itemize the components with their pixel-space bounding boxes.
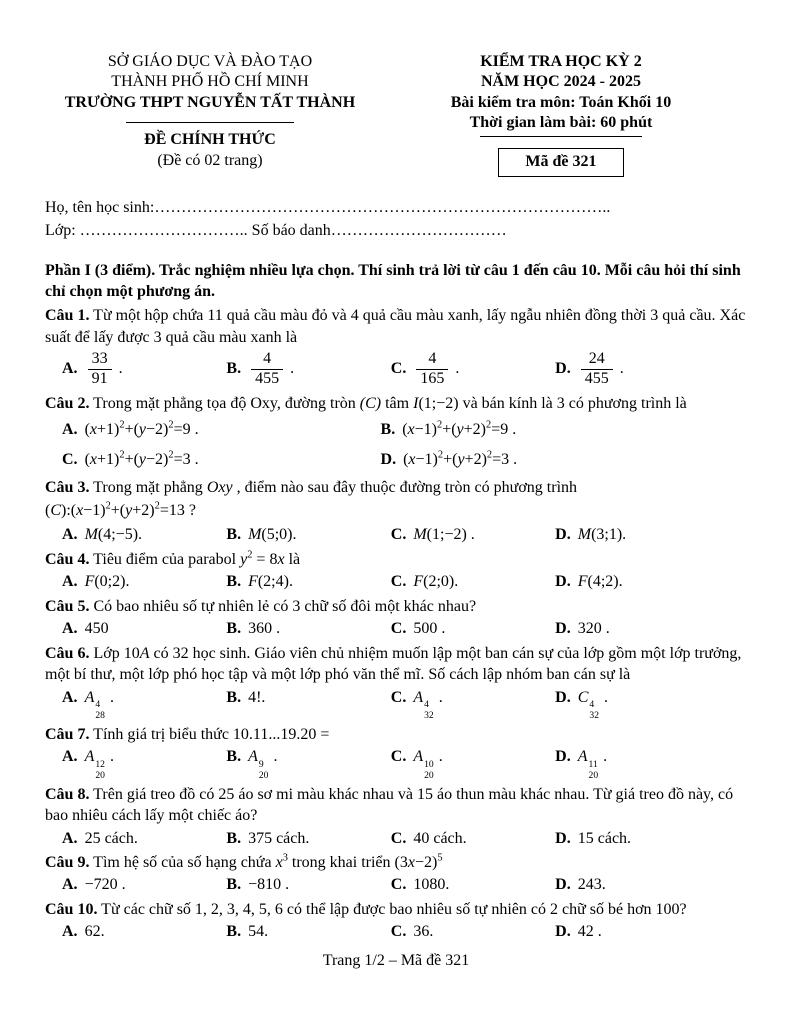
question-text (45, 899, 747, 920)
option-value: 360 . (248, 620, 281, 638)
option-c (391, 618, 555, 639)
option-c (391, 349, 555, 390)
option-a (62, 349, 226, 390)
question-label: Câu 9. (45, 853, 90, 871)
school-block (45, 52, 375, 177)
option-value: $\frac{4}{165}$ . (413, 360, 459, 377)
question-label: Câu 1. (45, 307, 90, 325)
question (45, 477, 747, 546)
sup-sub: 12 20 (95, 758, 105, 781)
question (45, 852, 747, 896)
option-value: $\frac{33}{91}$ . (85, 360, 123, 377)
options-row (45, 415, 747, 474)
question-label: Câu 5. (45, 597, 90, 615)
option-d (555, 349, 747, 390)
question-statement: Lớp 10A có 32 học sinh. Giáo viên chủ nhiệm muốn lập một ban cán sự của lớp gồm một lớp trưởng, một bí thư, một lớp phó học tập và một lớp phó văn thể mĩ. Số cách lập nhóm ban cán sự là (45, 644, 742, 684)
question (45, 549, 747, 593)
option-b (381, 415, 747, 444)
option-c (62, 445, 381, 474)
option-value: $(x+1)^2+(y-2)^2=9$ . (84, 420, 199, 439)
options-row (45, 874, 747, 895)
option-label: A. (62, 923, 78, 941)
header-divider-right (480, 136, 642, 137)
option-b (226, 921, 390, 942)
option-label: B. (226, 360, 242, 378)
option-label: D. (555, 620, 571, 638)
option-d (555, 524, 747, 545)
option-label: A. (62, 526, 78, 544)
question-statement: Từ các chữ số 1, 2, 3, 4, 5, 6 có thể lập được bao nhiêu số tự nhiên có 2 chữ số bé hơn 100? (101, 900, 687, 918)
option-label: B. (226, 923, 242, 941)
option-value: A 4 28 . (84, 688, 114, 721)
option-value: A 9 20 . (248, 748, 278, 781)
student-class-line: Lớp: ………………………….. Số báo danh…………………………… (45, 222, 507, 240)
sup-sub: 4 28 (95, 698, 105, 721)
question-text (45, 549, 747, 570)
question (45, 784, 747, 849)
question-text (45, 305, 747, 348)
option-value: 320 . (577, 620, 610, 638)
option-label: B. (380, 421, 396, 439)
option-label: D. (380, 450, 397, 468)
option-b (226, 828, 390, 849)
fraction: $\frac{4}{455}$ (251, 350, 283, 389)
options-row (45, 828, 747, 849)
exam-code-box: Mã đề 321 (498, 148, 623, 177)
option-b (226, 349, 390, 390)
option-label: B. (226, 876, 242, 894)
option-value: M(5;0). (248, 526, 297, 544)
option-value: F(2;0). (413, 573, 459, 591)
option-c (391, 746, 555, 780)
question (45, 393, 747, 474)
option-c (391, 687, 555, 721)
option-d (555, 921, 747, 942)
question-text (45, 393, 747, 414)
option-label: D. (555, 526, 571, 544)
question-statement: Tính giá trị biểu thức 10.11...19.20 = (93, 725, 330, 743)
sup-sub: 9 20 (258, 758, 269, 781)
question-label: Câu 10. (45, 900, 98, 918)
option-value: 25 cách. (84, 829, 138, 847)
option-label: D. (555, 688, 571, 706)
question-label: Câu 8. (45, 785, 90, 803)
question-label: Câu 2. (45, 394, 90, 412)
option-label: D. (555, 573, 571, 591)
options-row (45, 746, 747, 780)
option-value: M(3;1). (577, 526, 627, 544)
option-b (226, 746, 390, 780)
option-label: A. (62, 748, 78, 766)
sup-sub: 4 32 (424, 698, 434, 721)
question (45, 724, 747, 781)
option-label: A. (62, 876, 78, 894)
questions-container (45, 305, 747, 942)
option-value: $(x-1)^2+(y+2)^2=9$ . (402, 420, 517, 439)
option-label: A. (62, 620, 78, 638)
question-statement: Trong mặt phẳng tọa độ Oxy, đường tròn (C) tâm I(1;−2) và bán kính là 3 có phương trình là (93, 394, 687, 412)
option-b (226, 618, 390, 639)
option-value: 15 cách. (577, 829, 632, 847)
option-value: −810 . (248, 876, 290, 894)
school-name: TRƯỜNG THPT NGUYỄN TẤT THÀNH (64, 93, 356, 111)
question-label: Câu 3. (45, 479, 90, 497)
option-value: 1080. (413, 876, 450, 894)
question (45, 899, 747, 943)
options-row (45, 524, 747, 545)
option-value: 54. (248, 923, 269, 941)
option-d (555, 828, 747, 849)
option-label: B. (226, 573, 242, 591)
question-text (45, 643, 747, 686)
option-label: A. (62, 688, 78, 706)
option-label: C. (62, 450, 78, 468)
options-row (45, 687, 747, 721)
fraction: $\frac{24}{455}$ (581, 350, 613, 389)
question (45, 643, 747, 721)
option-a (62, 415, 381, 444)
question-label: Câu 6. (45, 644, 90, 662)
option-value: M(1;−2) . (413, 526, 475, 544)
option-label: D. (555, 829, 571, 847)
question-equation: $(C):(x-1)^2+(y+2)^2=13$ ? (45, 500, 196, 519)
question-text (45, 724, 747, 745)
option-value: A 11 20 . (577, 748, 608, 781)
question-text (45, 477, 747, 498)
options-row (45, 349, 747, 390)
option-label: B. (226, 688, 242, 706)
option-value: A 12 20 . (84, 748, 114, 781)
exam-title: KIỂM TRA HỌC KỲ 2 (480, 53, 642, 70)
option-c (391, 828, 555, 849)
option-c (391, 571, 555, 592)
option-a (62, 828, 226, 849)
option-value: F(4;2). (577, 573, 623, 591)
page-footer: Trang 1/2 – Mã đề 321 (322, 952, 470, 969)
question (45, 596, 747, 640)
section-heading: Phần I (3 điểm). Trắc nghiệm nhiều lựa chọn. Thí sinh trả lời từ câu 1 đến câu 10. Mỗi câu hỏi thí sinh chỉ chọn một phương án. (45, 261, 741, 301)
exam-info-block (375, 52, 747, 177)
option-value: F(2;4). (248, 573, 293, 591)
subject-line: Bài kiểm tra môn: Toán Khối 10 (450, 93, 672, 111)
question-statement: Từ một hộp chứa 11 quả cầu màu đỏ và 4 quả cầu màu xanh, lấy ngẫu nhiên đồng thời 3 quả cầu. Xác suất để lấy được 3 quả cầu màu xanh là (45, 307, 746, 346)
student-name-line: Họ, tên học sinh:………………………………………………………………………….. (45, 199, 611, 217)
option-label: B. (226, 620, 242, 638)
option-value: 4!. (248, 688, 266, 706)
option-label: A. (62, 829, 78, 847)
option-label: C. (390, 526, 407, 544)
option-d (555, 687, 747, 721)
option-label: C. (390, 688, 407, 706)
option-value: 500 . (413, 620, 446, 638)
city-name: THÀNH PHỐ HỒ CHÍ MINH (111, 73, 309, 91)
fraction: $\frac{4}{165}$ (416, 350, 448, 389)
option-value: 450 (84, 620, 109, 638)
question-text (45, 596, 747, 617)
question-label: Câu 4. (45, 550, 90, 568)
option-b (226, 874, 390, 895)
option-value: $(x-1)^2+(y+2)^2=3$ . (403, 449, 518, 468)
question (45, 305, 747, 390)
option-value: 375 cách. (248, 829, 310, 847)
option-label: A. (62, 421, 78, 439)
question-statement: Tiêu điểm của parabol $y^2 = 8x$ là (93, 549, 301, 568)
option-a (62, 746, 226, 780)
department-name: SỞ GIÁO DỤC VÀ ĐÀO TẠO (107, 53, 313, 70)
option-b (226, 571, 390, 592)
option-d (381, 445, 747, 474)
option-a (62, 687, 226, 721)
option-value: M(4;−5). (84, 526, 143, 544)
question-label: Câu 7. (45, 725, 90, 743)
option-value: 40 cách. (413, 829, 467, 847)
option-a (62, 874, 226, 895)
option-label: A. (62, 360, 78, 378)
sup-sub: 11 20 (588, 758, 599, 781)
option-d (555, 618, 747, 639)
header-divider-left (126, 122, 294, 123)
option-value: A 10 20 . (413, 748, 443, 781)
question-statement: Có bao nhiêu số tự nhiên lẻ có 3 chữ số đôi một khác nhau? (93, 597, 477, 615)
option-label: C. (390, 876, 407, 894)
option-a (62, 921, 226, 942)
page-count-note: (Đề có 02 trang) (157, 151, 263, 169)
option-d (555, 571, 747, 592)
option-d (555, 874, 747, 895)
options-row (45, 921, 747, 942)
option-d (555, 746, 747, 780)
option-value: $\frac{4}{455}$ . (248, 360, 294, 377)
option-label: B. (226, 748, 242, 766)
option-value: 36. (413, 923, 434, 941)
option-value: C 4 32 . (577, 688, 608, 721)
question-text (45, 852, 747, 873)
question-statement: Tìm hệ số của số hạng chứa $x^3$ trong khai triển $(3x-2)^5$ (93, 852, 443, 871)
option-label: D. (555, 923, 571, 941)
option-c (391, 524, 555, 545)
option-label: C. (390, 360, 407, 378)
options-row (45, 571, 747, 592)
option-label: C. (390, 748, 407, 766)
option-label: D. (555, 876, 571, 894)
option-c (391, 921, 555, 942)
option-b (226, 687, 390, 721)
option-value: 62. (84, 923, 105, 941)
options-row (45, 618, 747, 639)
option-label: D. (555, 360, 571, 378)
option-value: $\frac{24}{455}$ . (578, 360, 624, 377)
option-a (62, 618, 226, 639)
option-a (62, 571, 226, 592)
question-statement: Trên giá treo đồ có 25 áo sơ mi màu khác nhau và 15 áo thun màu khác nhau. Từ giá treo đồ này, có bao nhiêu cách lấy một chiếc áo? (45, 785, 734, 825)
student-info (45, 197, 747, 242)
option-value: F(0;2). (84, 573, 130, 591)
sup-sub: 4 32 (589, 698, 599, 721)
exam-header (45, 52, 747, 177)
option-value: 243. (577, 876, 606, 894)
option-label: B. (226, 526, 242, 544)
option-value: $(x+1)^2+(y-2)^2=3$ . (84, 449, 199, 468)
option-a (62, 524, 226, 545)
official-exam-label: ĐỀ CHÍNH THỨC (144, 131, 276, 149)
option-label: B. (226, 829, 242, 847)
option-label: A. (62, 573, 78, 591)
option-value: 42 . (577, 923, 602, 941)
option-label: C. (390, 573, 407, 591)
school-year: NĂM HỌC 2024 - 2025 (480, 73, 641, 91)
duration-line: Thời gian làm bài: 60 phút (469, 114, 653, 132)
fraction: $\frac{33}{91}$ (88, 350, 112, 389)
option-label: C. (390, 923, 407, 941)
option-c (391, 874, 555, 895)
question-text (45, 784, 747, 827)
option-value: A 4 32 . (413, 688, 443, 721)
question-statement: Trong mặt phẳng Oxy , điểm nào sau đây thuộc đường tròn có phương trình (93, 479, 578, 497)
sup-sub: 10 20 (424, 758, 434, 781)
option-label: C. (390, 620, 407, 638)
option-b (226, 524, 390, 545)
option-value: −720 . (84, 876, 126, 894)
option-label: D. (555, 748, 571, 766)
option-label: C. (390, 829, 407, 847)
